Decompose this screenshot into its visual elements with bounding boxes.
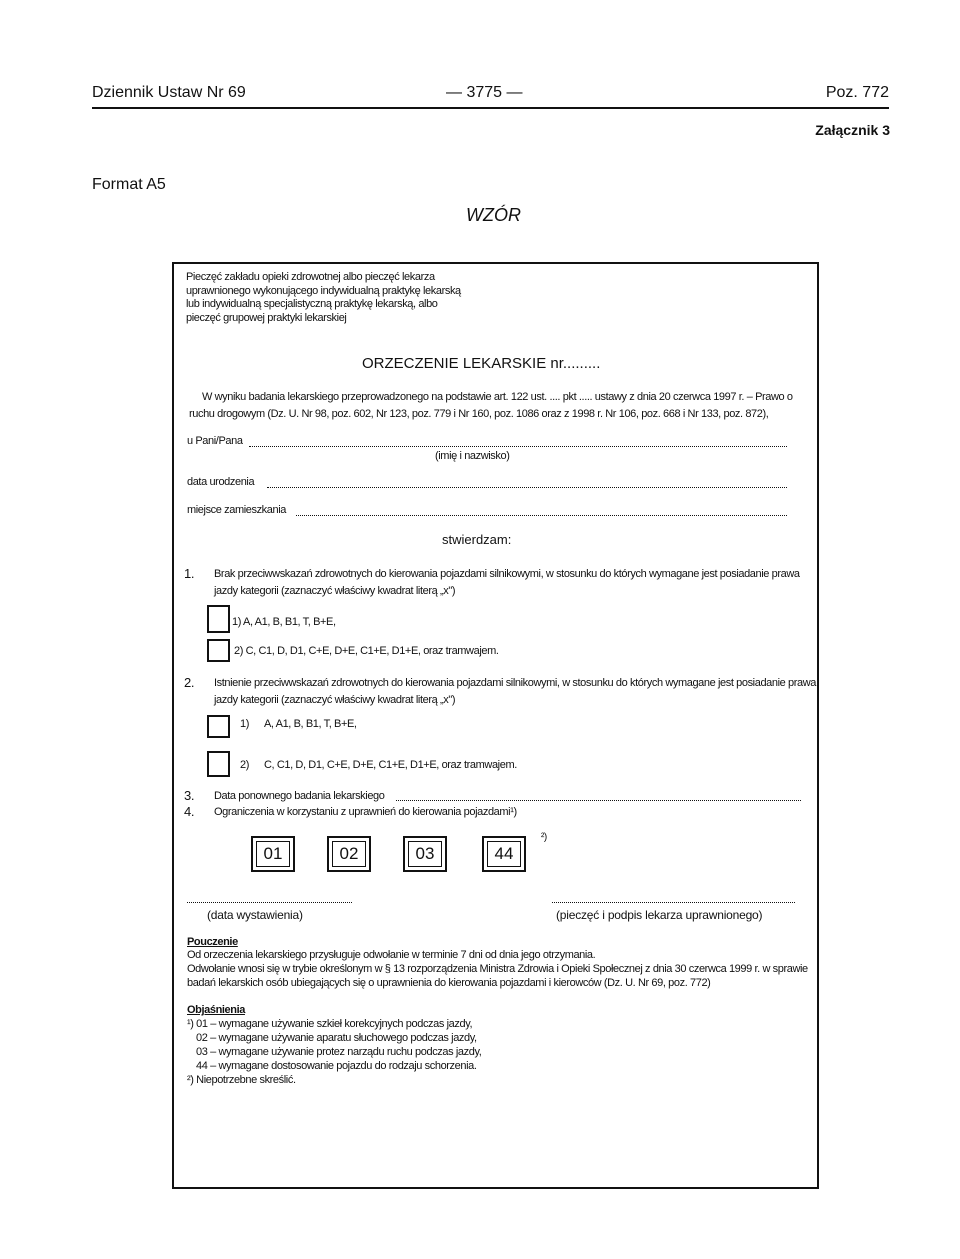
item3-label: Data ponownego badania lekarskiego [214,790,385,802]
intro-line-1: W wyniku badania lekarskiego przeprowadzonego na podstawie art. 122 ust. .... pkt ..... ustawy z dnia 20 czerwca 1997 r. – Prawo o [202,391,793,403]
name-field[interactable] [249,446,787,447]
note-item: 02 – wymagane używanie aparatu słuchowego podczas jazdy, [196,1032,477,1044]
code-box-44[interactable] [482,836,526,872]
stamp-area-text: Pieczęć zakładu opieki zdrowotnej albo pieczęć lekarza uprawnionego wykonującego indywidualną praktykę lekarską lub indywidualną specjalistyczną praktykę lekarską, albo pieczęć grupowej praktyki lekarskiej [186,271,461,325]
journal-title: Dziennik Ustaw Nr 69 [92,84,246,101]
code-44-value: 44 [487,841,521,867]
code-02-value: 02 [332,841,366,867]
instruction-title: Pouczenie [187,936,238,948]
item2-option2-checkbox[interactable] [207,751,230,777]
certificate-title: ORZECZENIE LEKARSKIE nr......... [362,355,601,372]
intro-line-2: ruchu drogowym (Dz. U. Nr 98, poz. 602, Nr 123, poz. 779 i Nr 160, poz. 1086 oraz z 1998 r. Nr 106, poz. 668 i Nr 133, poz. 872), [189,408,769,420]
address-label: miejsce zamieszkania [187,504,286,516]
dob-field[interactable] [267,487,787,488]
template-label: WZÓR [466,205,521,225]
issue-date-field[interactable] [187,902,352,903]
dob-label: data urodzenia [187,476,255,488]
note-item: 03 – wymagane używanie protez narządu ruchu podczas jazdy, [196,1046,482,1058]
certify-text: stwierdzam: [442,532,512,547]
item1-option1-checkbox[interactable] [207,605,230,633]
item2-option1-label: A, A1, B, B1, T, B+E, [264,718,357,730]
code-box-02[interactable] [327,836,371,872]
note-item: 44 – wymagane dostosowanie pojazdu do rodzaju schorzenia. [196,1060,477,1072]
note-item: ²) Niepotrzebne skreślić. [187,1074,296,1086]
item1-option2-label: 2) C, C1, D, D1, C+E, D+E, C1+E, D1+E, oraz tramwajem. [234,645,499,657]
item1-number: 1. [184,566,195,581]
annex-label: Załącznik 3 [815,122,890,138]
item2-line2: jazdy kategorii (zaznaczyć właściwy kwadrat literą „x") [214,694,456,706]
code-box-01[interactable] [251,836,295,872]
notes-title: Objaśnienia [187,1004,245,1016]
format-label: Format A5 [92,176,166,193]
item1-option1-label: 1) A, A1, B, B1, T, B+E, [232,616,336,628]
item2-option1-number: 1) [240,718,249,730]
position-number: Poz. 772 [825,84,889,101]
page-number: — 3775 — [446,84,523,101]
address-field[interactable] [296,515,787,516]
code-box-03[interactable] [403,836,447,872]
instruction-line-3: badań lekarskich osób ubiegających się o uprawnienia do kierowania pojazdami i kierowców (Dz. U. Nr 69, poz. 772) [187,977,711,989]
code-03-value: 03 [408,841,442,867]
certificate-form [172,262,819,1189]
name-label: u Pani/Pana [187,435,243,447]
item1-line2: jazdy kategorii (zaznaczyć właściwy kwadrat literą „x") [214,585,456,597]
item1-line1: Brak przeciwwskazań zdrowotnych do kierowania pojazdami silnikowymi, w stosunku do których wymagane jest posiadanie prawa [214,568,800,580]
item3-number: 3. [184,788,195,803]
issue-date-label: (data wystawienia) [207,908,303,922]
code-01-value: 01 [256,841,290,867]
item2-number: 2. [184,675,195,690]
next-exam-date-field[interactable] [396,800,801,801]
instruction-line-2: Odwołanie wnosi się w trybie określonym w § 13 rozporządzenia Ministra Zdrowia i Opieki Społecznej z dnia 30 czerwca 1999 r. w sprawie [187,963,808,975]
item2-option2-label: C, C1, D, D1, C+E, D+E, C1+E, D1+E, oraz tramwajem. [264,759,517,771]
item2-option2-number: 2) [240,759,249,771]
item4-label: Ograniczenia w korzystaniu z uprawnień do kierowania pojazdami¹) [214,806,517,818]
instruction-line-1: Od orzeczenia lekarskiego przysługuje odwołanie w terminie 7 dni od dnia jego otrzymania. [187,949,596,961]
codes-footnote-mark: ²) [541,832,547,843]
signature-field[interactable] [552,902,795,903]
item4-number: 4. [184,804,195,819]
item2-option1-checkbox[interactable] [207,715,230,738]
item1-option2-checkbox[interactable] [207,639,230,662]
name-caption: (imię i nazwisko) [435,450,510,462]
header-rule [92,107,889,109]
signature-label: (pieczęć i podpis lekarza uprawnionego) [556,908,763,922]
note-item: ¹) 01 – wymagane używanie szkieł korekcyjnych podczas jazdy, [187,1018,473,1030]
item2-line1: Istnienie przeciwwskazań zdrowotnych do kierowania pojazdami silnikowymi, w stosunku do których wymagane jest posiadanie prawa [214,677,816,689]
